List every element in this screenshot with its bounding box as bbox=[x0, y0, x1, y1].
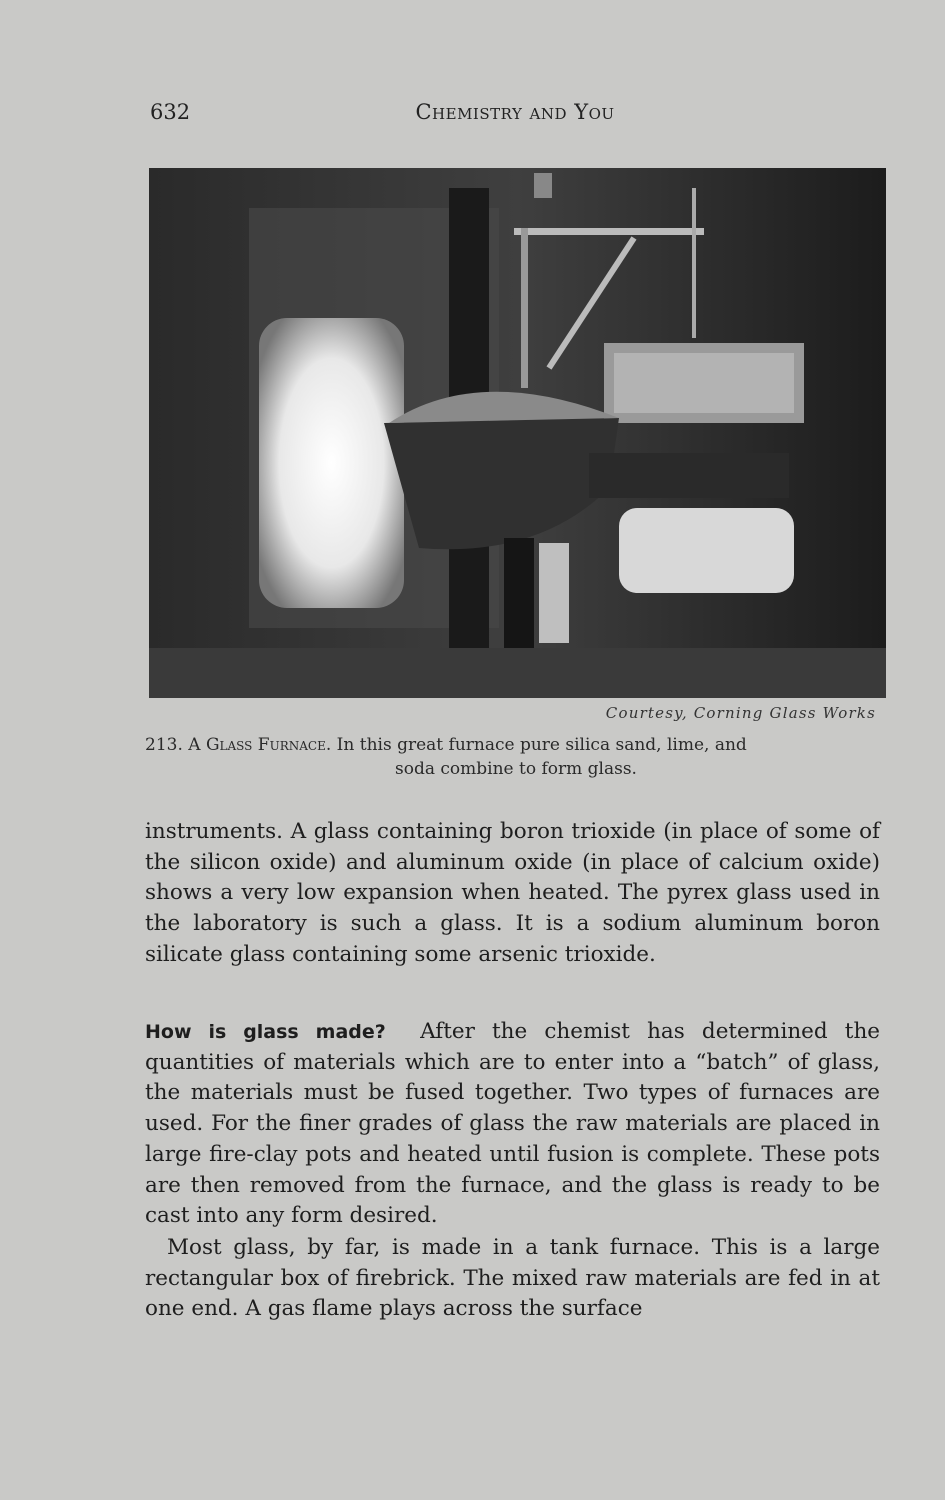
figure-caption bbox=[145, 733, 887, 781]
caption-text-1: In this great furnace pure silica sand, lime, and bbox=[336, 735, 747, 755]
figure-title: A Glass Furnace. bbox=[188, 735, 332, 755]
page-number: 632 bbox=[150, 100, 191, 124]
caption-text-2: soda combine to form glass. bbox=[395, 759, 637, 779]
page-header bbox=[150, 100, 880, 134]
paragraph-3: Most glass, by far, is made in a tank furnace. This is a large rectangular box of firebrick. The mixed raw materials are fed in at one end. A gas flame plays across the surface bbox=[145, 1235, 880, 1322]
paragraph-1: instruments. A glass containing boron trioxide (in place of some of the silicon oxide) and aluminum oxide (in place of calcium oxide) shows a very low expansion when heated. The pyrex glass used in the laboratory is such a glass. It is a sodium aluminum boron silicate glass containing some arsenic trioxide. bbox=[145, 819, 880, 967]
paragraph-2-text: After the chemist has determined the quantities of materials which are to enter into a “batch” of glass, the materials must be fused together. Two types of furnaces are used. For the finer grades of glass the raw materials are placed in large fire-clay pots and heated until fusion is complete. These pots are then removed from the furnace, and the glass is ready to be cast into any form desired. bbox=[145, 1019, 881, 1229]
section-heading: How is glass made? bbox=[145, 1021, 386, 1043]
running-head: Chemistry and You bbox=[415, 100, 615, 124]
figure-number: 213. bbox=[145, 735, 183, 755]
paragraph-2 bbox=[145, 1017, 880, 1232]
photo-credit: Courtesy, Corning Glass Works bbox=[605, 704, 876, 722]
caption-line-1 bbox=[145, 733, 887, 757]
glass-furnace-photo bbox=[149, 168, 886, 698]
